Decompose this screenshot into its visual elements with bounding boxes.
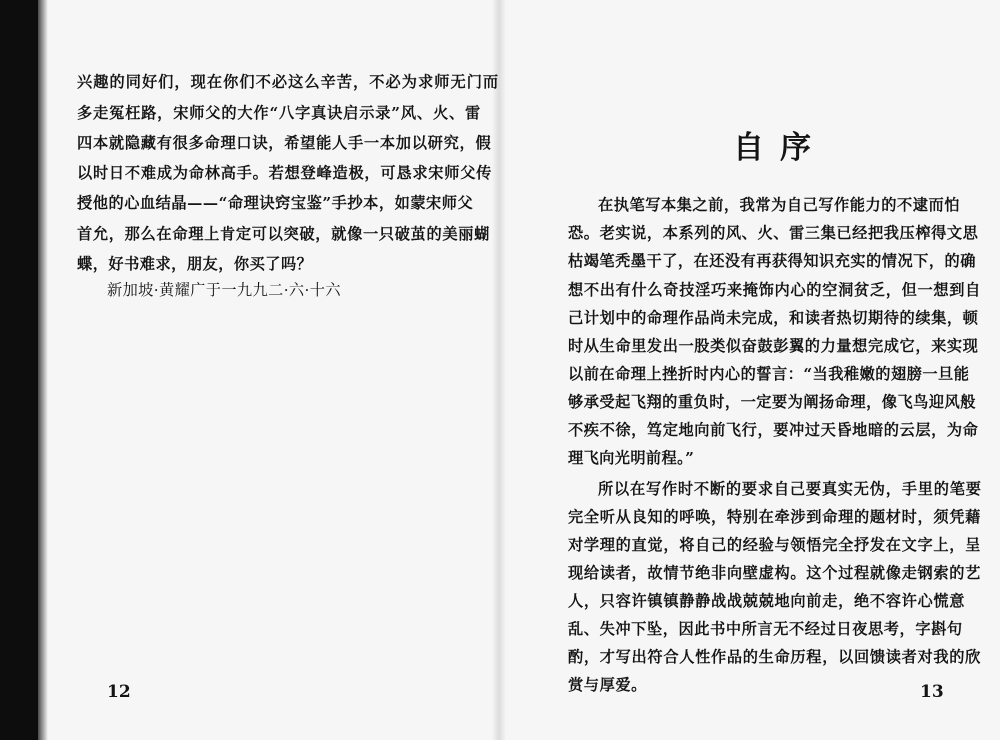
text-line: 理飞向光明前程。” (568, 449, 695, 467)
text-line: 四本就隐藏有很多命理口诀，希望能人手一本加以研究，假 (77, 134, 492, 152)
text-line: 己计划中的命理作品尚未完成，和读者热切期待的续集，顿 (568, 309, 979, 327)
text-line: 在执笔写本集之前，我常为自己写作能力的不逮而怕 (598, 196, 960, 214)
text-line: 想不出有什么奇技淫巧来掩饰内心的空洞贫乏，但一想到自 (568, 281, 982, 299)
text-line: 酌，才写出符合人性作品的生命历程，以回馈读者对我的欣 (568, 648, 982, 666)
text-line: 多走冤枉路，宋师父的大作“八字真诀启示录”风、火、雷 (77, 104, 482, 122)
chapter-title: 自序 (733, 130, 827, 166)
right-page (500, 0, 1000, 740)
text-line: 兴趣的同好们，现在你们不必这么辛苦，不必为求师无门而 (77, 73, 500, 91)
page-number-right: 13 (920, 682, 944, 702)
text-line: 所以在写作时不断的要求自己要真实无伪，手里的笔要 (598, 480, 982, 498)
text-line: 授他的心血结晶——“命理诀窍宝鉴”手抄本，如蒙宋师父 (77, 194, 474, 212)
text-line: 蝶，好书难求，朋友，你买了吗？ (77, 255, 313, 273)
text-line: 对学理的直觉，将自己的经验与领悟完全抒发在文字上，呈 (568, 536, 982, 554)
text-line: 以时日不难成为命林高手。若想登峰造极，可恳求宋师父传 (77, 164, 493, 182)
text-line: 时从生命里发出一股类似奋鼓彭翼的力量想完成它，来实现 (568, 337, 979, 355)
text-line: 够承受起飞翔的重负时，一定要为阐扬命理，像飞鸟迎风般 (568, 393, 976, 411)
text-line: 乱、失冲下坠，因此书中所言无不经过日夜思考，字斟句 (568, 620, 963, 638)
text-line: 不疾不徐，笃定地向前飞行，要冲过天昏地暗的云层，为命 (568, 421, 979, 439)
text-line: 赏与厚爱。 (568, 676, 647, 694)
text-line: 完全听从良知的呼唤，特别在牵涉到命理的题材时，须凭藉 (568, 508, 982, 526)
text-line: 恐。老实说，本系列的风、火、雷三集已经把我压榨得文思 (568, 224, 979, 242)
text-line: 现给读者，故情节绝非向壁虚构。这个过程就像走钢索的艺 (568, 564, 982, 582)
signature-line: 新加坡·黄耀广于一九九二·六·十六 (107, 281, 341, 299)
page-number-left: 12 (107, 682, 131, 702)
text-line: 枯竭笔秃墨干了，在还没有再获得知识充实的情况下，的确 (568, 252, 976, 270)
text-line: 以前在命理上挫折时内心的誓言：“当我稚嫩的翅膀一旦能 (568, 365, 970, 383)
text-line: 人，只容许镇镇静静战战兢兢地向前走，绝不容许心慌意 (568, 592, 966, 610)
text-line: 首允，那么在命理上肯定可以突破，就像一只破茧的美丽蝴 (77, 225, 491, 243)
